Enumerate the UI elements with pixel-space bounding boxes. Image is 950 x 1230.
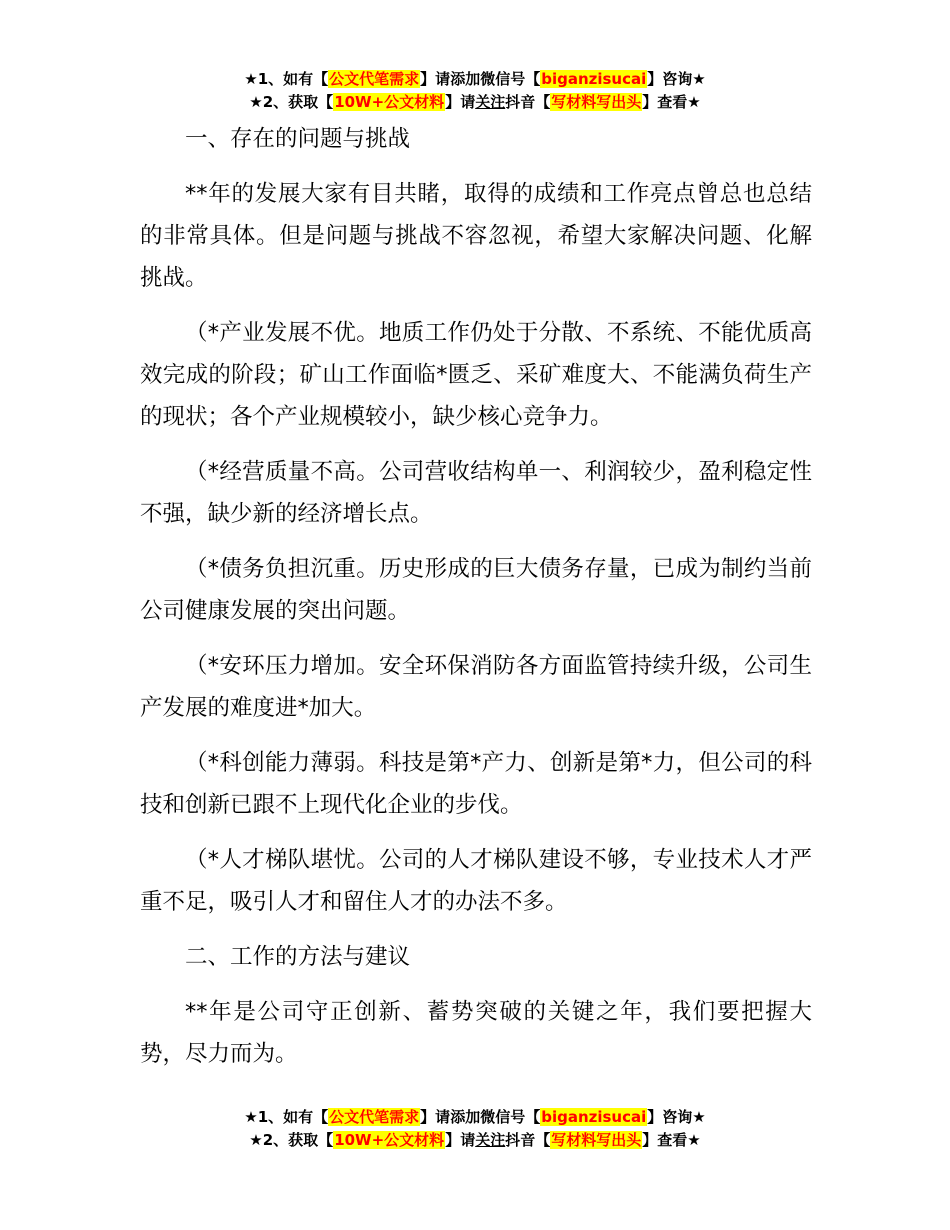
banner-line-1 [0,1106,950,1129]
paragraph: （*产业发展不优。地质工作仍处于分散、不系统、不能优质高效完成的阶段；矿山工作面临*匮乏、采矿难度大、不能满负荷生产的现状；各个产业规模较小，缺少核心竞争力。 [140,320,812,430]
banner-text: ★1、如有【 [244,1108,329,1126]
section-heading: 二、工作的方法与建议 [185,944,411,970]
banner-emphasis: 关注 [475,93,506,111]
banner-line-2 [0,1129,950,1152]
highlight-service: 公文代笔需求 [329,1108,420,1126]
banner-text: 】请 [420,1108,451,1126]
banner-text: 】查看★ [642,1131,701,1149]
highlight-douyin-account: 写材料写出头 [551,93,642,111]
paragraph: **年是公司守正创新、蓄势突破的关键之年，我们要把握大势，尽力而为。 [140,999,812,1067]
banner-text: 】请 [445,1131,476,1149]
banner-emphasis: 添加 [450,1108,481,1126]
banner-line-2 [0,91,950,114]
banner-text: 】咨询★ [647,70,706,88]
highlight-wechat-id: biganzisucai [541,70,647,88]
banner-emphasis: 添加 [450,70,481,88]
banner-text: 抖音【 [505,1131,551,1149]
paragraph: （*债务负担沉重。历史形成的巨大债务存量，已成为制约当前公司健康发展的突出问题。 [140,556,812,624]
banner-text: 】请 [445,93,476,111]
highlight-douyin-account: 写材料写出头 [551,1131,642,1149]
paragraph: **年的发展大家有目共睹，取得的成绩和工作亮点曾总也总结的非常具体。但是问题与挑战不容忽视，希望大家解决问题、化解挑战。 [140,181,812,291]
paragraph: （*科创能力薄弱。科技是第*产力、创新是第*力，但公司的科技和创新已跟不上现代化企业的步伐。 [140,750,812,818]
highlight-wechat-id: biganzisucai [541,1108,647,1126]
banner-text: ★2、获取【 [249,1131,334,1149]
paragraph: （*经营质量不高。公司营收结构单一、利润较少，盈利稳定性不强，缺少新的经济增长点。 [140,459,812,527]
paragraph: （*人才梯队堪忧。公司的人才梯队建设不够，专业技术人才严重不足，吸引人才和留住人才的办法不多。 [140,847,812,915]
highlight-materials: 10W+公文材料 [334,1131,445,1149]
highlight-service: 公文代笔需求 [329,70,420,88]
banner-text: 抖音【 [505,93,551,111]
paragraph: （*安环压力增加。安全环保消防各方面监管持续升级，公司生产发展的难度进*加大。 [140,653,812,721]
banner-line-1 [0,68,950,91]
document-body [140,118,812,1075]
banner-emphasis: 关注 [475,1131,506,1149]
banner-text: ★2、获取【 [249,93,334,111]
banner-text: ★1、如有【 [244,70,329,88]
highlight-materials: 10W+公文材料 [334,93,445,111]
banner-text: 微信号【 [480,70,541,88]
header-banner [0,68,950,114]
footer-banner [0,1106,950,1152]
banner-text: 】查看★ [642,93,701,111]
section-heading: 一、存在的问题与挑战 [185,126,411,152]
banner-text: 微信号【 [480,1108,541,1126]
banner-text: 】咨询★ [647,1108,706,1126]
banner-text: 】请 [420,70,451,88]
